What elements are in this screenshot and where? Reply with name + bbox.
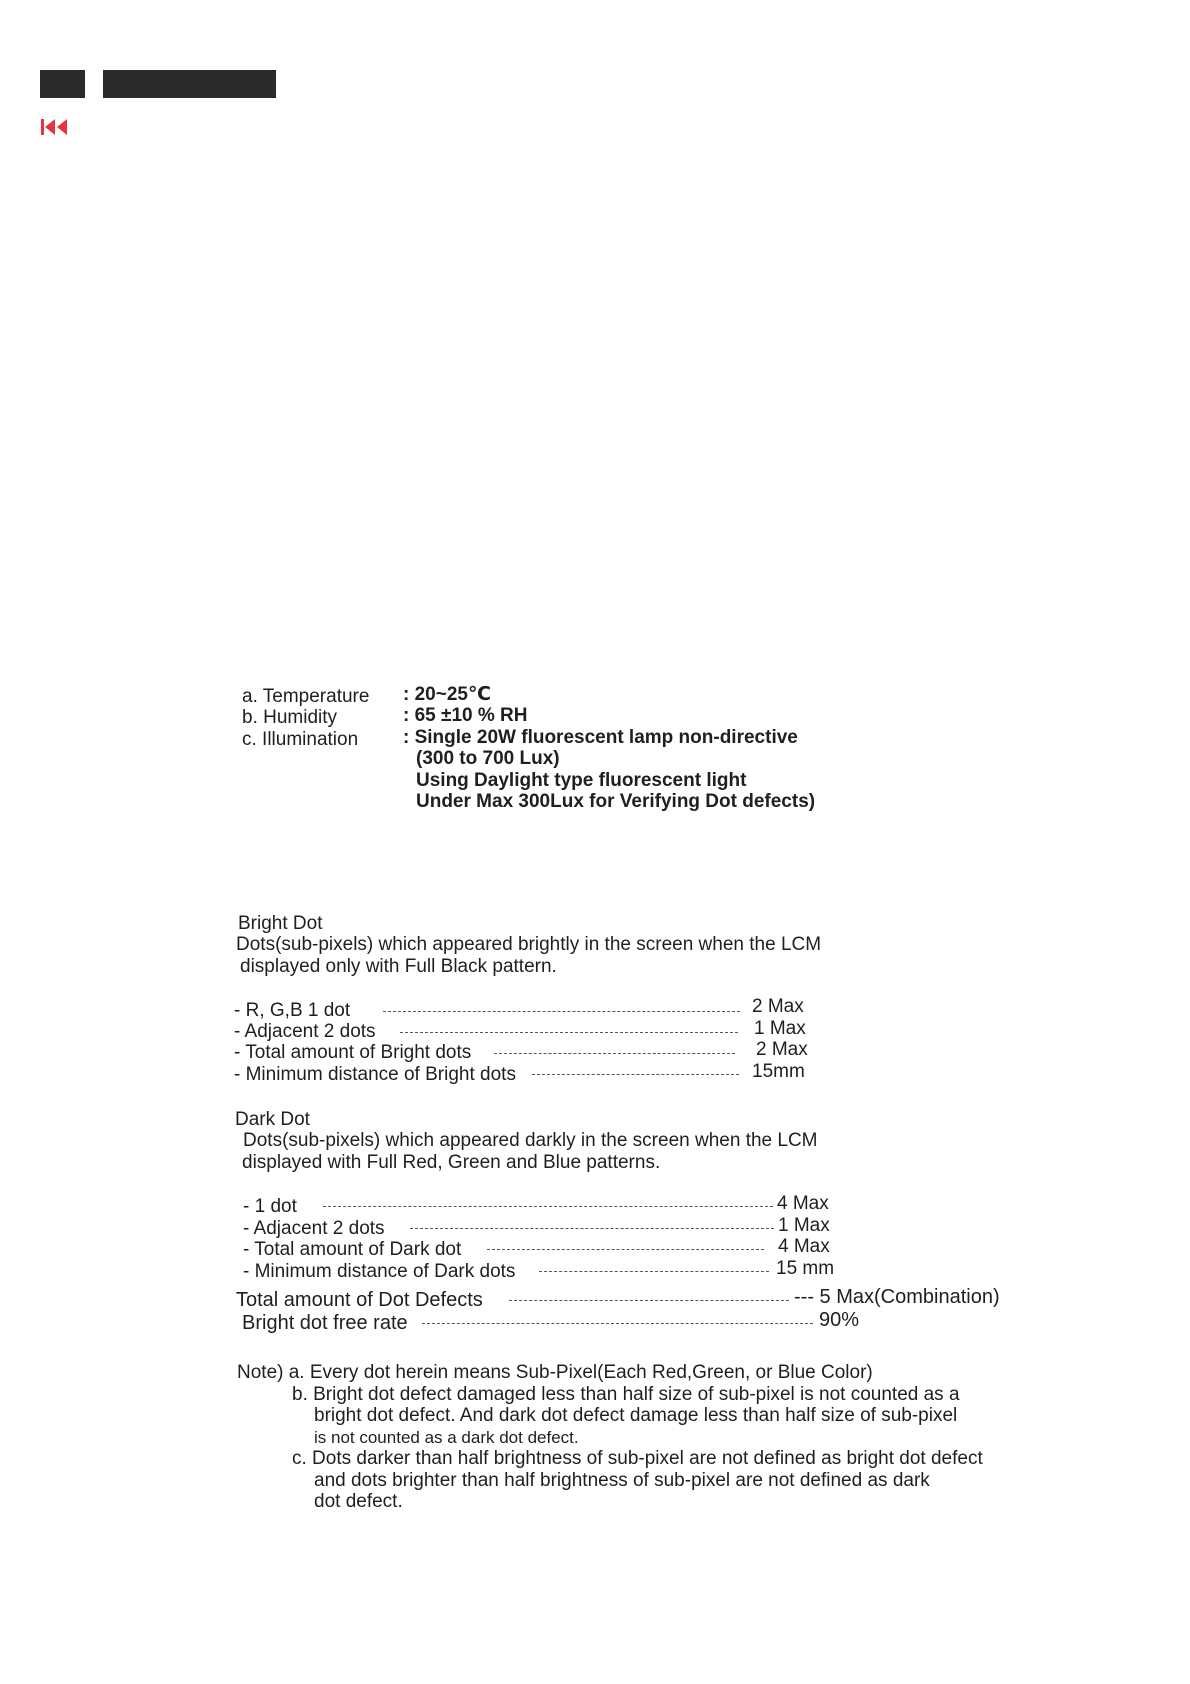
dark-dot-title: Dark Dot [235,1109,310,1130]
illumination-line: : Single 20W fluorescent lamp non-directive [403,727,798,748]
dark-item-value: 4 Max [778,1236,830,1257]
leader-line [509,1300,789,1301]
leader-line [539,1271,769,1272]
bright-dot-desc: Dots(sub-pixels) which appeared brightly in the screen when the LCM [236,934,822,955]
bright-item-value: 2 Max [756,1039,808,1060]
bright-item-label: - Minimum distance of Bright dots [234,1064,516,1085]
bright-item-value: 1 Max [754,1018,806,1039]
free-rate-label: Bright dot free rate [242,1312,408,1334]
note-b-line: b. Bright dot defect damaged less than half size of sub-pixel is not counted as a [292,1384,960,1405]
leader-line [494,1053,735,1054]
dark-item-label: - 1 dot [243,1196,297,1217]
bright-item-label: - Adjacent 2 dots [234,1021,376,1042]
bright-item-value: 2 Max [752,996,804,1017]
leader-line [487,1249,764,1250]
dark-item-value: 4 Max [777,1193,829,1214]
dark-dot-desc: Dots(sub-pixels) which appeared darkly in the screen when the LCM [243,1130,818,1151]
note-c-line: and dots brighter than half brightness of sub-pixel are not defined as dark [314,1470,930,1491]
note-c-line: c. Dots darker than half brightness of sub-pixel are not defined as bright dot defect [292,1448,983,1469]
leader-line [410,1228,774,1229]
bright-dot-title: Bright Dot [238,913,323,934]
bright-dot-desc: displayed only with Full Black pattern. [240,956,557,977]
note-b-line: bright dot defect. And dark dot defect damage less than half size of sub-pixel [314,1405,958,1426]
leader-line [400,1032,738,1033]
leader-line [422,1323,813,1324]
humidity-label: b. Humidity [242,707,338,728]
free-rate-value: 90% [819,1309,860,1331]
note-a: Note) a. Every dot herein means Sub-Pixel(Each Red,Green, or Blue Color) [237,1362,873,1383]
illumination-line: Under Max 300Lux for Verifying Dot defects) [416,791,816,812]
leader-line [532,1074,739,1075]
bright-item-label: - Total amount of Bright dots [234,1042,472,1063]
note-c-line: dot defect. [314,1491,403,1512]
leader-line [383,1011,740,1012]
dark-item-label: - Total amount of Dark dot [243,1239,462,1260]
illumination-line: (300 to 700 Lux) [416,748,560,769]
temperature-label: a. Temperature [242,686,370,707]
bright-item-value: 15mm [752,1061,805,1082]
illumination-line: Using Daylight type fluorescent light [416,770,747,791]
dark-item-label: - Adjacent 2 dots [243,1218,385,1239]
leader-line [323,1206,773,1207]
humidity-value: : 65 ±10 % RH [403,705,528,726]
total-defects-value: --- 5 Max(Combination) [794,1286,1000,1308]
dark-item-label: - Minimum distance of Dark dots [243,1261,516,1282]
bright-item-label: - R, G,B 1 dot [234,1000,351,1021]
dark-dot-desc: displayed with Full Red, Green and Blue patterns. [242,1152,661,1173]
dark-item-value: 15 mm [776,1258,835,1279]
note-b-line: is not counted as a dark dot defect. [314,1428,579,1447]
temperature-value: : 20~25℃ [403,684,491,705]
dark-item-value: 1 Max [778,1215,830,1236]
illumination-label: c. Illumination [242,729,359,750]
total-defects-label: Total amount of Dot Defects [236,1289,483,1311]
